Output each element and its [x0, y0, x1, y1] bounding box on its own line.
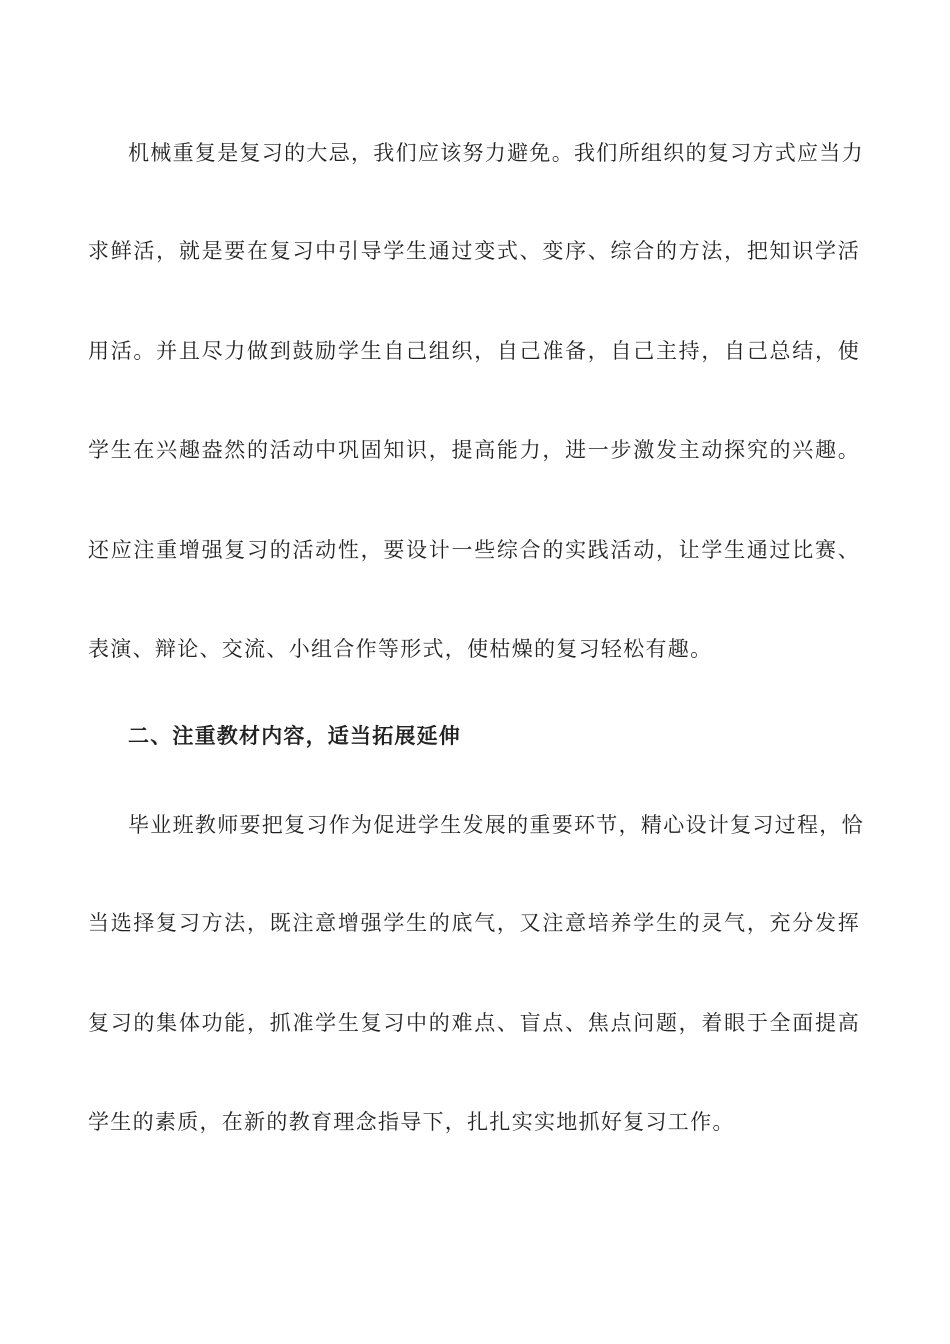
paragraph-line: 学生的素质，在新的教育理念指导下，扎扎实实地抓好复习工作。: [88, 1110, 735, 1134]
paragraph-line: 毕业班教师要把复习作为促进学生发展的重要环节，精心设计复习过程，恰: [128, 813, 864, 837]
paragraph-line: 用活。并且尽力做到鼓励学生自己组织，自己准备，自己主持，自己总结，使: [88, 339, 860, 363]
paragraph-line: 还应注重增强复习的活动性，要设计一些综合的实践活动，让学生通过比赛、: [88, 538, 860, 562]
paragraph-line: 求鲜活，就是要在复习中引导学生通过变式、变序、综合的方法，把知识学活: [88, 239, 860, 263]
paragraph-line: 学生在兴趣盎然的活动中巩固知识，提高能力，进一步激发主动探究的兴趣。: [88, 438, 860, 462]
paragraph-line: 复习的集体功能，抓准学生复习中的难点、盲点、焦点问题，着眼于全面提高: [88, 1011, 860, 1035]
paragraph-line: 当选择复习方法，既注意增强学生的底气，又注意培养学生的灵气，充分发挥: [88, 911, 860, 935]
paragraph-line: 表演、辩论、交流、小组合作等形式，使枯燥的复习轻松有趣。: [88, 637, 713, 661]
paragraph-line: 机械重复是复习的大忌，我们应该努力避免。我们所组织的复习方式应当力: [128, 141, 864, 165]
section-heading: 二、注重教材内容，适当拓展延伸: [128, 724, 461, 748]
